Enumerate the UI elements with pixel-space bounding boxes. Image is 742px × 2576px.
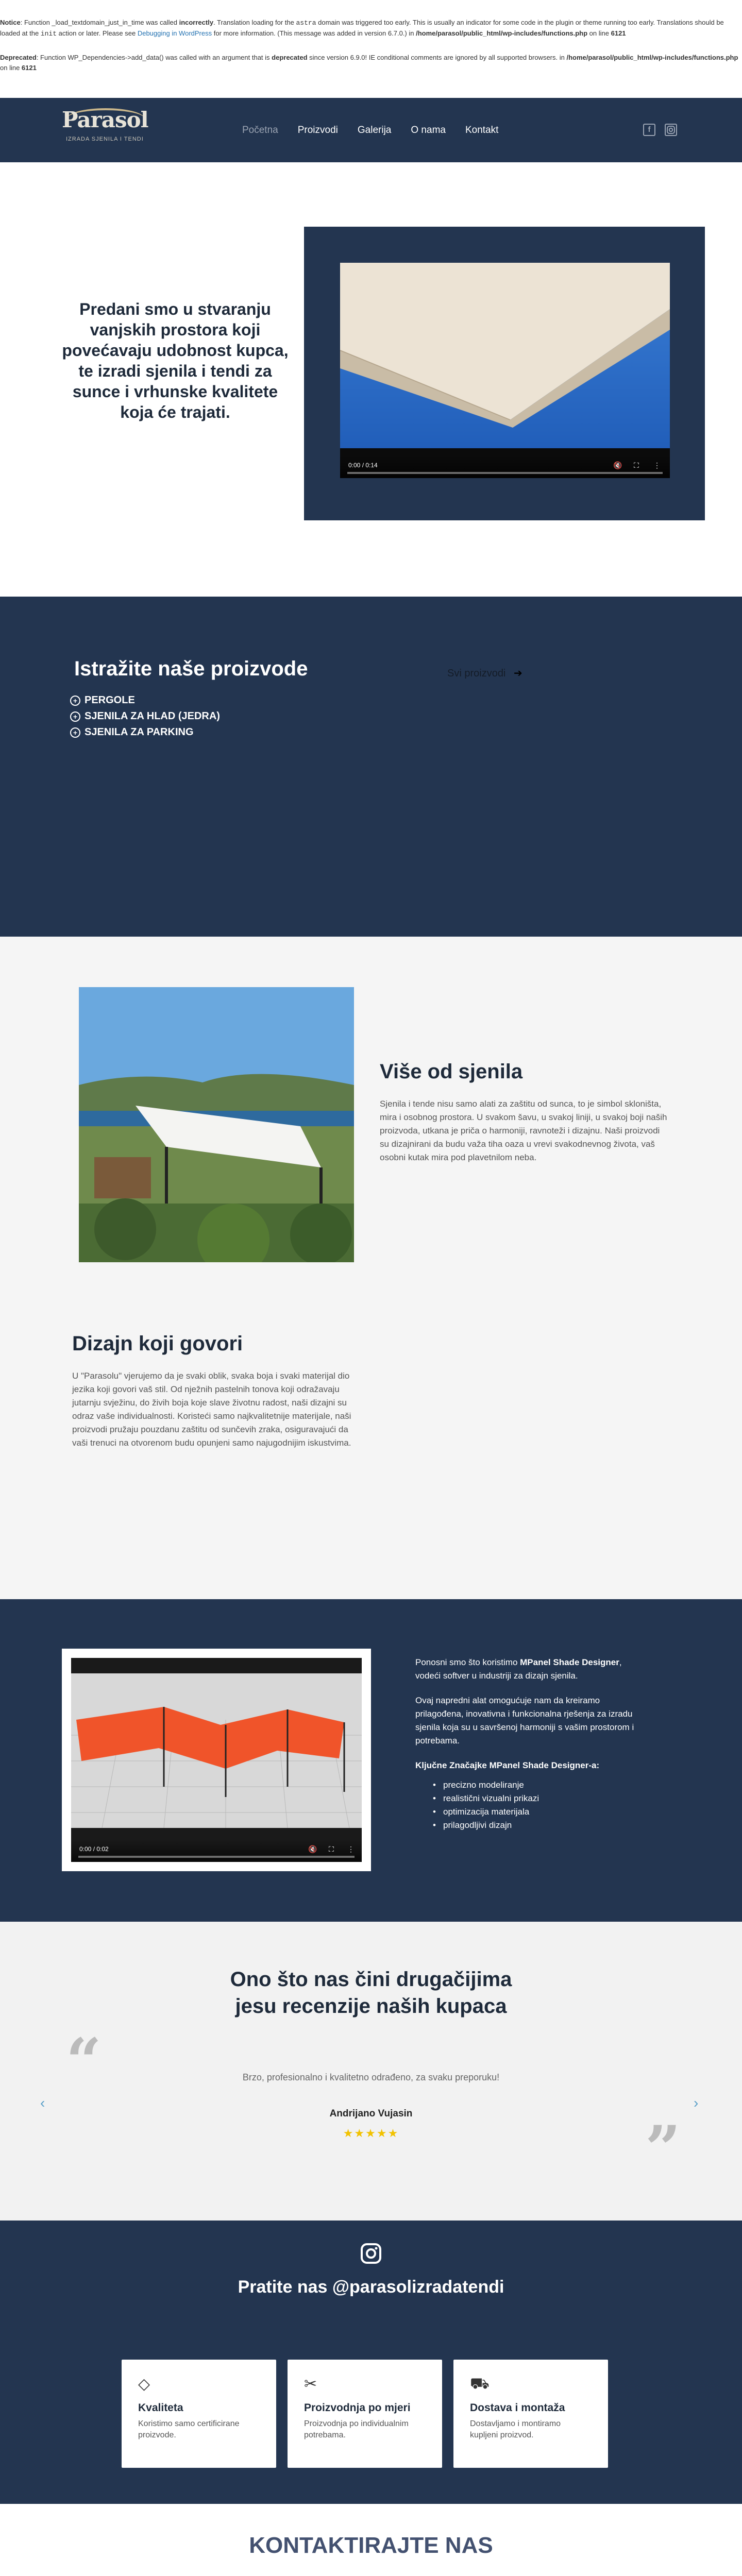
nav-pocetna[interactable]: Početna [242,125,278,135]
hero-heading: Predani smo u stvaranju vanjskih prostora koji povećavaju udobnost kupca, te izradi sjenila i tendi za sunce i vrhunske kvalitete koja će trajati. [62,300,289,421]
notice-domain: astra [296,19,316,27]
mpanel-features-heading-text: Ključne Značajke MPanel Shade Designer-a: [415,1760,600,1770]
notice-label: Notice [0,19,21,26]
hero-video-panel [304,227,705,520]
nav-kontakt[interactable]: Kontakt [465,125,499,135]
card-title: Proizvodnja po mjeri [304,2402,411,2414]
fullscreen-icon[interactable]: ⛶ [634,461,639,469]
more-heading: Više od sjenila [380,1060,523,1083]
quote-close-icon: ” [645,2112,681,2185]
card-desc: Koristimo samo certificirane proizvode. [138,2419,240,2439]
tools-icon: ✂ [304,2376,317,2393]
nav-galerija[interactable]: Galerija [357,125,392,135]
plus-circle-icon: + [70,696,80,706]
deprecated-message [0,53,742,73]
all-products-label: Svi proizvodi [447,668,506,679]
more-options-icon[interactable]: ⋮ [347,1845,355,1853]
mpanel-intro-pre: Ponosni smo što koristimo [415,1657,520,1667]
feature-item: • prilagodljivi dizajn [433,1819,642,1832]
mpanel-features-list [433,1778,642,1832]
notice-message [0,7,742,39]
notice-line-prefix: on line [587,29,611,37]
mpanel-section [0,1599,742,1922]
instagram-icon[interactable] [360,2242,382,2267]
product-label: SJENILA ZA PARKING [85,726,194,738]
reviews-heading [0,1966,742,2020]
logo-word: Parasol [62,107,148,132]
instagram-heading: Pratite nas @parasolizradatendi [238,2277,504,2297]
fullscreen-icon[interactable]: ⛶ [329,1845,334,1853]
notice-text2: . Translation loading for the [213,19,296,26]
hero-video-frame [340,263,670,478]
more-options-icon[interactable]: ⋮ [653,461,661,469]
products-list [70,694,220,742]
instagram-section [0,2221,742,2504]
mute-icon[interactable]: 🔇 [308,1845,317,1853]
mpanel-video-progress[interactable] [78,1856,355,1858]
quote-open-icon: “ [66,2025,102,2097]
card-title: Dostava i montaža [470,2402,565,2414]
contact-heading: KONTAKTIRAJTE NAS [249,2533,493,2558]
deprecated-text: : Function WP_Dependencies->add_data() was called with an argument that is [36,54,272,61]
reviews-heading-line2: jesu recenzije naših kupaca [235,1995,507,2018]
site-header [0,98,742,162]
products-section [0,597,742,937]
carousel-next-button[interactable]: › [694,2095,699,2111]
notice-line: 6121 [611,29,626,37]
notice-path: /home/parasol/public_html/wp-includes/functions.php [416,29,588,37]
carousel-prev-button[interactable]: ‹ [40,2095,45,2111]
site-logo[interactable] [62,107,155,155]
notice-text: : Function _load_textdomain_just_in_time was called [20,19,179,26]
mute-icon[interactable]: 🔇 [613,461,622,469]
feature-card-dostava [453,2360,608,2468]
review-stars: ★★★★★ [343,2127,399,2140]
products-heading: Istražite naše proizvode [74,657,308,680]
deprecated-bold: deprecated [272,54,308,61]
notice-bold: incorrectly [179,19,214,26]
feature-card-proizvodnja [288,2360,442,2468]
notice-text5: for more information. (This message was added in version 6.7.0.) in [212,29,416,37]
feature-item: • precizno modeliranje [433,1778,642,1792]
feature-item: • realistični vizualni prikazi [433,1792,642,1805]
reviews-section [0,1922,742,2221]
product-item-parking[interactable] [70,726,220,738]
plus-circle-icon: + [70,727,80,738]
mpanel-video-render [71,1658,362,1862]
nav-proizvodi[interactable]: Proizvodi [297,125,338,135]
all-products-link[interactable] [447,667,522,680]
mpanel-intro [415,1656,642,1683]
card-desc: Proizvodnja po individualnim potrebama. [304,2419,409,2439]
notice-text3: domain was triggered too early. This is usually an indicator for some code in the plugin or theme running too early. Translations should be loaded at the [0,19,724,37]
card-title: Kvaliteta [138,2402,183,2414]
mpanel-video-frame [62,1649,371,1871]
feature-item: • optimizacija materijala [433,1805,642,1819]
deprecated-line: 6121 [21,64,37,72]
deprecated-line-prefix: on line [0,64,22,72]
mpanel-text [415,1656,642,1832]
review-author: Andrijano Vujasin [329,2108,413,2119]
reviews-heading-line1: Ono što nas čini drugačijima [230,1968,512,1991]
hero-video-time: 0:00 / 0:14 [348,462,378,469]
facebook-icon[interactable]: f [643,124,655,136]
mpanel-video-controls [71,1839,362,1862]
hero-video[interactable] [340,263,670,478]
product-item-jedra[interactable] [70,710,220,722]
mpanel-description: Ovaj napredni alat omogućuje nam da kreiramo prilagođena, inovativna i funkcionalna rješenja za izradu sjenila koja su u savršenoj harmoniji s vašim prostorom i potrebama. [415,1696,634,1745]
nav-o-nama[interactable]: O nama [411,125,446,135]
plus-circle-icon: + [70,711,80,722]
deprecated-label: Deprecated [0,54,37,61]
mpanel-video-time: 0:00 / 0:02 [79,1845,109,1853]
review-text: Brzo, profesionalno i kvalitetno odrađeno, za svaku preporuku! [242,2072,500,2082]
truck-icon: ⛟ [470,2375,490,2392]
deprecated-text2: since version 6.9.0! IE conditional comments are ignored by all supported browsers. in [307,54,567,61]
design-heading: Dizajn koji govori [72,1332,243,1355]
hero-video-progress[interactable] [347,472,663,474]
main-nav [242,125,518,136]
notice-text4: action or later. Please see [57,29,138,37]
arrow-right-icon: ➔ [513,668,522,679]
more-text: Sjenila i tende nisu samo alati za zaštitu od sunca, to je simbol skloništa, mira i osobnog prostora. U svakom šavu, u svakoj liniji, u svakoj boji naših proizvoda, utkana je priča o harmoniji, ravnoteži i dizajnu. Naši proizvodi su dizajnirani da budu važa tiha oaza u vrevi svakodnevnog života, vaš osobni kutak mira pod plavetnilom neba. [380,1099,667,1162]
mpanel-intro-post: , vodeći softver u industriji za dizajn sjenila. [415,1657,622,1681]
product-item-pergole[interactable] [70,694,220,706]
hero-video-controls [340,455,670,478]
notice-init: init [40,30,57,38]
card-desc: Dostavljamo i montiramo kupljeni proizvod. [470,2419,561,2439]
feature-card-kvaliteta [122,2360,276,2468]
mpanel-video[interactable] [71,1658,362,1862]
design-text: U "Parasolu" vjerujemo da je svaki oblik, svaka boja i svaki materijal dio jezika koji govori vaš stil. Od nježnih pastelnih tonova koji odražavaju jutarnju svježinu, do živih boja koje slave životnu radost, naši dizajni su odraz vaše individualnosti. Koristeći samo najkvalitetnije materijale, naši proizvodi pružaju pouzdanu zaštitu od sunčevih zraka, osiguravajući da vaši trenuci na otvorenom budu opunjeni samo najugodnijim iskustvima. [72,1371,351,1448]
deprecated-path: /home/parasol/public_html/wp-includes/functions.php [566,54,738,61]
php-notices [0,0,742,98]
shade-sail-photo [79,987,354,1262]
debugging-link[interactable]: Debugging in WordPress [137,29,212,37]
instagram-icon[interactable] [665,124,677,136]
diamond-icon: ◇ [138,2376,150,2393]
product-label: SJENILA ZA HLAD (JEDRA) [85,710,220,722]
mpanel-intro-bold: MPanel Shade Designer [520,1657,619,1667]
mpanel-features-heading [415,1759,642,1772]
product-label: PERGOLE [85,694,135,706]
logo-subtitle: IZRADA SJENILA I TENDI [66,136,144,142]
